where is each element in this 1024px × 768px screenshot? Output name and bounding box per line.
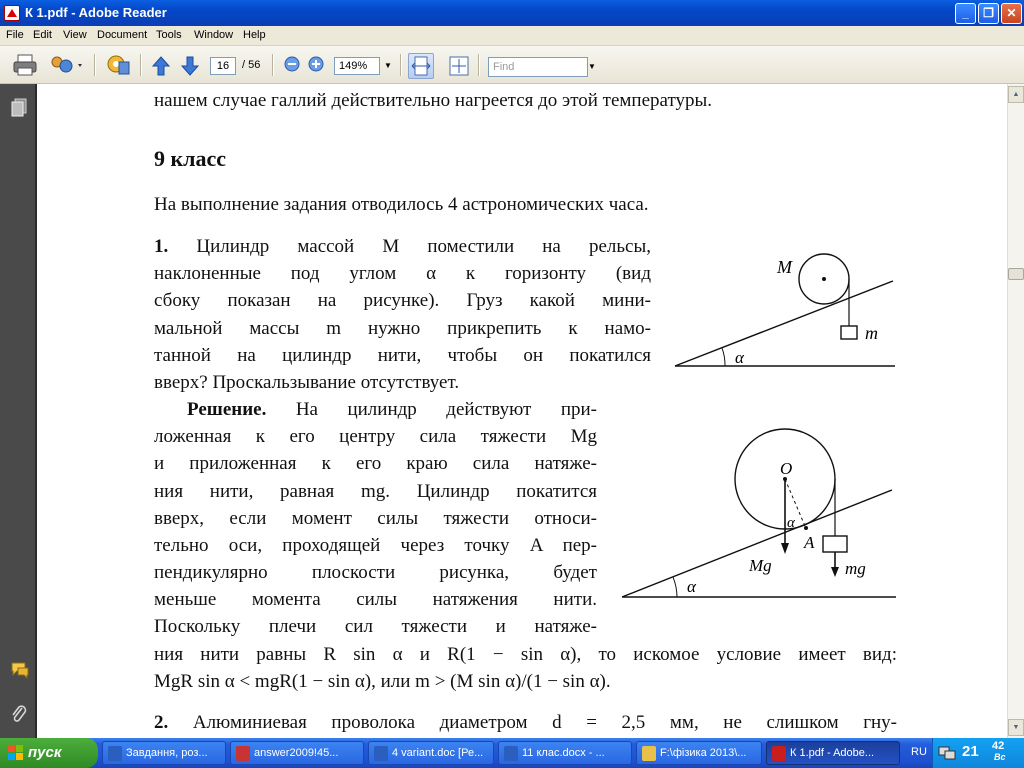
clock-minute: 42 [992,740,1005,752]
problem1-line: мальной массы m нужно прикрепить к намо- [154,318,651,339]
section-heading: 9 класс [154,146,227,171]
label-alpha: α [687,577,696,596]
full-screen-icon [446,53,472,79]
word-icon [108,746,122,761]
solution-line: меньше момента силы натяжения нити. [154,589,597,610]
weight-box [841,326,857,339]
document-icon [236,746,250,761]
maximize-button[interactable]: ❐ [978,3,999,24]
menu-bar [0,26,1024,46]
menu-view[interactable]: View [63,29,87,41]
menu-tools[interactable]: Tools [156,29,182,41]
taskbar-item[interactable]: 4 variant.doc [Ре... [368,741,494,765]
close-button[interactable]: ✕ [1001,3,1022,24]
solution-line: Решение. На цилиндр действуют при- [187,399,597,420]
problem2-line: 2. Алюминиевая проволока диаметром d = 2,5 мм, не слишком гну- [154,712,897,733]
menu-file[interactable]: File [6,29,24,41]
scroll-down-button[interactable]: ▼ [1008,719,1024,736]
zoom-in-button[interactable] [308,56,324,82]
menu-window[interactable]: Window [194,29,234,41]
solution-line: ложенная к его центру сила тяжести Mg [154,426,597,447]
previous-page-button[interactable] [151,55,171,77]
problem1-line: танной на цилиндр нити, чтобы он покатился [154,345,651,366]
solution-label: Решение. [187,399,267,420]
gear-icon [104,52,132,78]
page-number-input[interactable]: 16 [210,57,236,75]
collaborate-icon [48,52,86,78]
problem2-number: 2. [154,712,169,733]
problem1-line: наклоненные под углом α к горизонту (вид [154,263,651,284]
toolbar [0,46,1024,84]
printer-icon [12,52,38,78]
arrow-up-icon [151,55,171,77]
label-alpha: α [735,348,744,367]
full-screen-button[interactable] [446,53,472,79]
problem1-line: 1. Цилиндр массой M поместили на рельсы, [154,236,651,257]
find-dropdown-icon[interactable]: ▼ [588,62,596,71]
zoom-out-icon [284,56,300,72]
start-button[interactable] [0,738,98,768]
solution-line: ния нити равны R sin α и R(1 − sin α), то искомое условие имеет вид: [154,644,897,665]
windows-flag-icon [8,745,24,761]
solution-line: тельно оси, проходящей через точку A пер- [154,535,597,556]
collaborate-button[interactable] [48,52,86,78]
scrollbar-thumb[interactable] [1008,268,1024,280]
solution-line: Поскольку плечи сил тяжести и натяже- [154,616,597,637]
fit-width-button[interactable] [408,53,434,79]
pdf-page [37,84,1007,738]
comments-icon[interactable] [10,660,28,680]
clock-hour: 21 [962,743,979,760]
figure-forces [617,424,902,604]
problem1-line: вверх? Проскальзывание отсутствует. [154,372,460,393]
adobe-reader-icon [4,5,20,21]
solution-line: и приложенная к его краю сила натяже- [154,453,597,474]
zoom-out-button[interactable] [284,56,300,82]
label-mg: mg⃗ [845,559,879,578]
folder-icon [642,746,656,761]
zoom-input[interactable]: 149% [334,57,380,75]
taskbar-item-active[interactable]: К 1.pdf - Adobe... [766,741,900,765]
zoom-dropdown-icon[interactable]: ▼ [384,61,392,70]
document-view[interactable] [37,84,1007,738]
pages-icon[interactable] [10,98,28,118]
label-m: m [865,323,878,343]
window-title: К 1.pdf - Adobe Reader [25,5,167,20]
navigation-pane [0,84,37,738]
label-M: M [777,257,792,277]
find-input[interactable]: Find [488,57,588,77]
weight-box [823,536,847,552]
start-label: пуск [28,744,62,761]
minimize-button[interactable]: _ [955,3,976,24]
word-icon [374,746,388,761]
menu-edit[interactable]: Edit [33,29,52,41]
security-button[interactable] [104,52,132,78]
fit-width-icon [409,54,433,78]
solution-line: вверх, если момент силы тяжести относи- [154,508,597,529]
arrow-down-icon [180,55,200,77]
adobe-reader-icon [772,746,786,761]
figure-cylinder-incline [667,244,902,374]
network-icon[interactable] [938,745,956,761]
label-alpha-inner: α [787,515,795,531]
label-Mg: Mg⃗ [749,556,785,575]
menu-document[interactable]: Document [97,29,148,41]
solution-line: пендикулярно плоскости рисунка, будет [154,562,597,583]
clock-day: Вс [994,752,1006,762]
intro-text: На выполнение задания отводилось 4 астрономических часа. [154,194,649,215]
problem1-line: сбоку показан на рисунке). Груз какой мини- [154,290,651,311]
taskbar [0,738,1024,768]
taskbar-item[interactable]: 11 клас.docx - ... [498,741,632,765]
problem1-number: 1. [154,236,169,257]
attachments-icon[interactable] [10,704,28,724]
taskbar-item[interactable]: answer2009!45... [230,741,364,765]
taskbar-item[interactable]: Завдання, роз... [102,741,226,765]
page-total: / 56 [242,59,261,71]
scroll-up-button[interactable]: ▲ [1008,86,1024,103]
label-A: A [804,533,815,552]
title-bar [0,0,1024,26]
vertical-scrollbar[interactable] [1007,84,1024,738]
language-indicator[interactable]: RU [911,746,927,758]
taskbar-item[interactable]: F:\фізика 2013\... [636,741,762,765]
next-page-button[interactable] [180,55,200,77]
solution-line: MgR sin α < mgR(1 − sin α), или m > (M sin α)/(1 − sin α). [154,671,611,692]
print-button[interactable] [12,52,38,78]
text-line: нашем случае галлий действительно нагреется до этой температуры. [154,90,713,111]
solution-line: ния нити, равная mg. Цилиндр покатится [154,481,597,502]
zoom-in-icon [308,56,324,72]
word-icon [504,746,518,761]
label-O: O [780,459,793,478]
menu-help[interactable]: Help [243,29,266,41]
